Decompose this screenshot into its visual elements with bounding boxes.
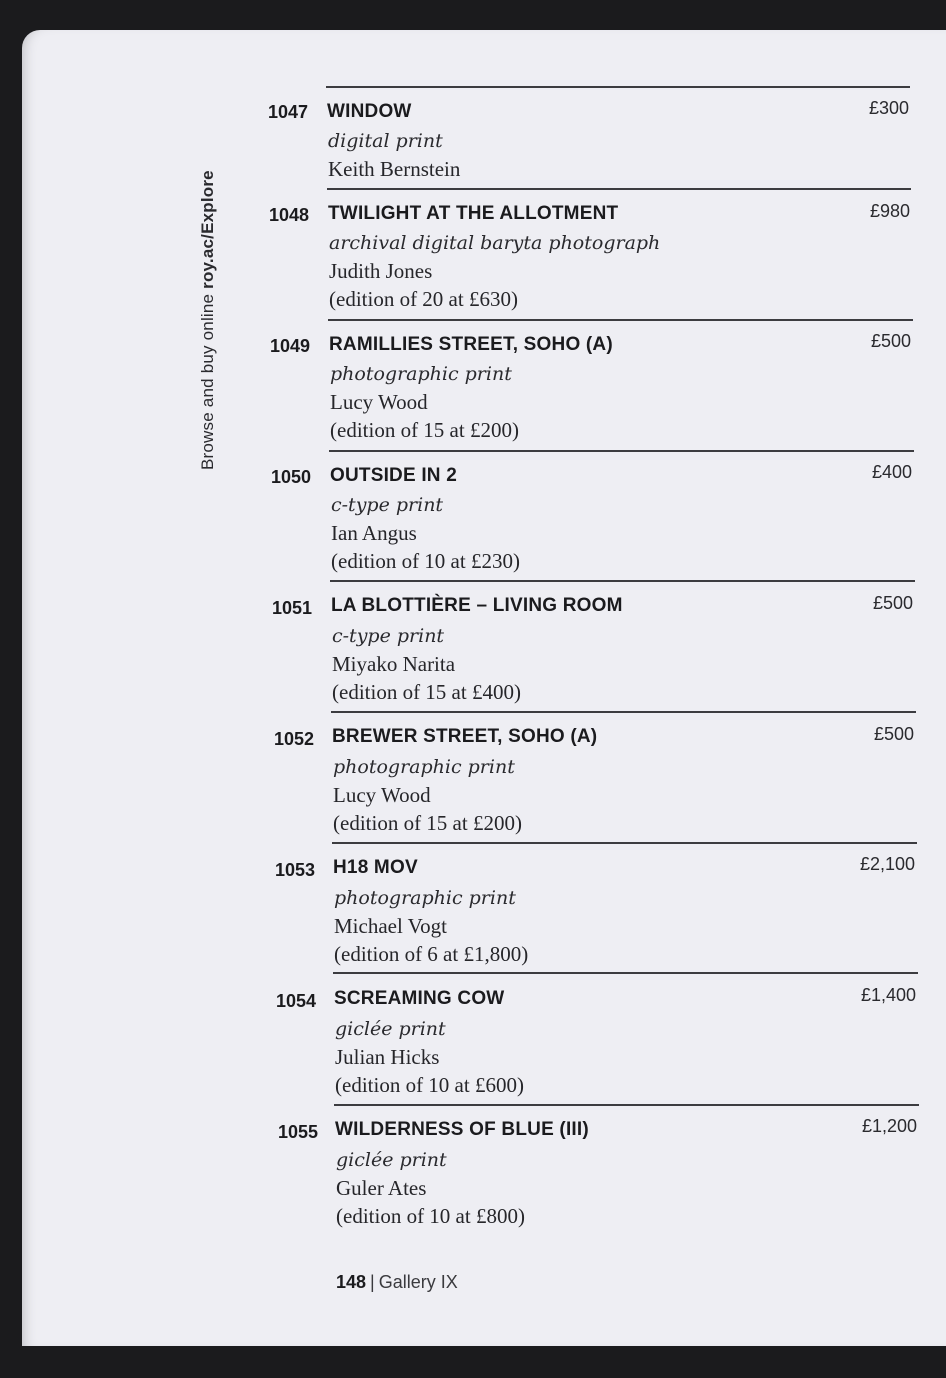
entry-title: OUTSIDE IN 2 [330, 465, 457, 486]
entry-number: 1051 [272, 598, 313, 618]
entry-price: £300 [868, 98, 909, 118]
entry-divider [329, 450, 914, 452]
entry-edition: (edition of 10 at £800) [336, 1204, 525, 1228]
entry-price: £2,100 [859, 854, 915, 874]
entry-artist: Lucy Wood [330, 390, 428, 414]
entry-number: 1047 [268, 102, 309, 122]
entry-number: 1050 [271, 467, 312, 487]
entry-price: £500 [870, 331, 911, 351]
entry-medium: digital print [328, 130, 443, 152]
entry-medium: c-type print [331, 494, 444, 516]
entry-number: 1052 [274, 729, 315, 749]
entry-price: £1,200 [861, 1116, 917, 1136]
entry-price: £500 [872, 593, 913, 613]
entry-divider [330, 580, 915, 582]
entry-divider [333, 972, 918, 974]
entry-medium: giclée print [335, 1018, 446, 1040]
entry-edition: (edition of 15 at £200) [333, 811, 522, 835]
footer-separator: | [370, 1272, 375, 1292]
entry-edition: (edition of 15 at £200) [330, 418, 519, 442]
entry-number: 1055 [278, 1122, 319, 1142]
entry-price: £500 [873, 724, 914, 744]
entry-title: H18 MOV [333, 857, 418, 878]
entry-number: 1053 [275, 860, 316, 880]
entry-edition: (edition of 20 at £630) [329, 287, 518, 311]
entry-divider [334, 1104, 919, 1106]
entry-title: WILDERNESS OF BLUE (III) [335, 1119, 589, 1140]
spine-prefix: Browse and buy online [198, 288, 217, 470]
entry-medium: photographic print [333, 756, 515, 778]
spine-url-link[interactable]: roy.ac/Explore [198, 170, 217, 289]
entry-price: £1,400 [860, 985, 916, 1005]
spine-text [198, 170, 218, 470]
entry-divider [326, 86, 910, 88]
entry-number: 1049 [270, 336, 311, 356]
entry-title: RAMILLIES STREET, SOHO (A) [329, 334, 613, 355]
entry-artist: Guler Ates [336, 1176, 427, 1200]
entry-divider [332, 842, 917, 844]
entry-artist: Ian Angus [331, 521, 417, 545]
entry-title: SCREAMING COW [334, 988, 505, 1009]
entry-price: £980 [869, 201, 910, 221]
entry-edition: (edition of 15 at £400) [332, 680, 521, 704]
page-number: 148 [336, 1272, 367, 1292]
entry-medium: giclée print [336, 1149, 447, 1171]
entry-artist: Michael Vogt [334, 914, 447, 938]
entry-artist: Miyako Narita [332, 652, 456, 676]
entry-artist: Julian Hicks [335, 1045, 440, 1069]
page-footer [336, 1272, 458, 1293]
entry-medium: photographic print [334, 887, 516, 909]
entry-title: BREWER STREET, SOHO (A) [332, 726, 598, 747]
entry-title: WINDOW [327, 101, 412, 122]
entry-divider [328, 319, 913, 321]
entry-edition: (edition of 10 at £600) [335, 1073, 524, 1097]
entry-artist: Judith Jones [329, 259, 433, 283]
entry-divider [331, 711, 916, 713]
entry-number: 1054 [276, 991, 317, 1011]
entry-title: LA BLOTTIÈRE – LIVING ROOM [331, 595, 623, 616]
entry-medium: c-type print [332, 625, 445, 647]
entry-edition: (edition of 6 at £1,800) [334, 942, 529, 966]
entry-artist: Lucy Wood [333, 783, 431, 807]
entry-divider [327, 188, 911, 190]
entry-medium: archival digital baryta photograph [329, 232, 661, 254]
section-name: Gallery IX [378, 1272, 458, 1292]
entry-title: TWILIGHT AT THE ALLOTMENT [328, 203, 619, 224]
entry-number: 1048 [269, 205, 310, 225]
entry-edition: (edition of 10 at £230) [331, 549, 520, 573]
entry-artist: Keith Bernstein [328, 157, 461, 181]
entry-medium: photographic print [330, 363, 512, 385]
entry-price: £400 [871, 462, 912, 482]
